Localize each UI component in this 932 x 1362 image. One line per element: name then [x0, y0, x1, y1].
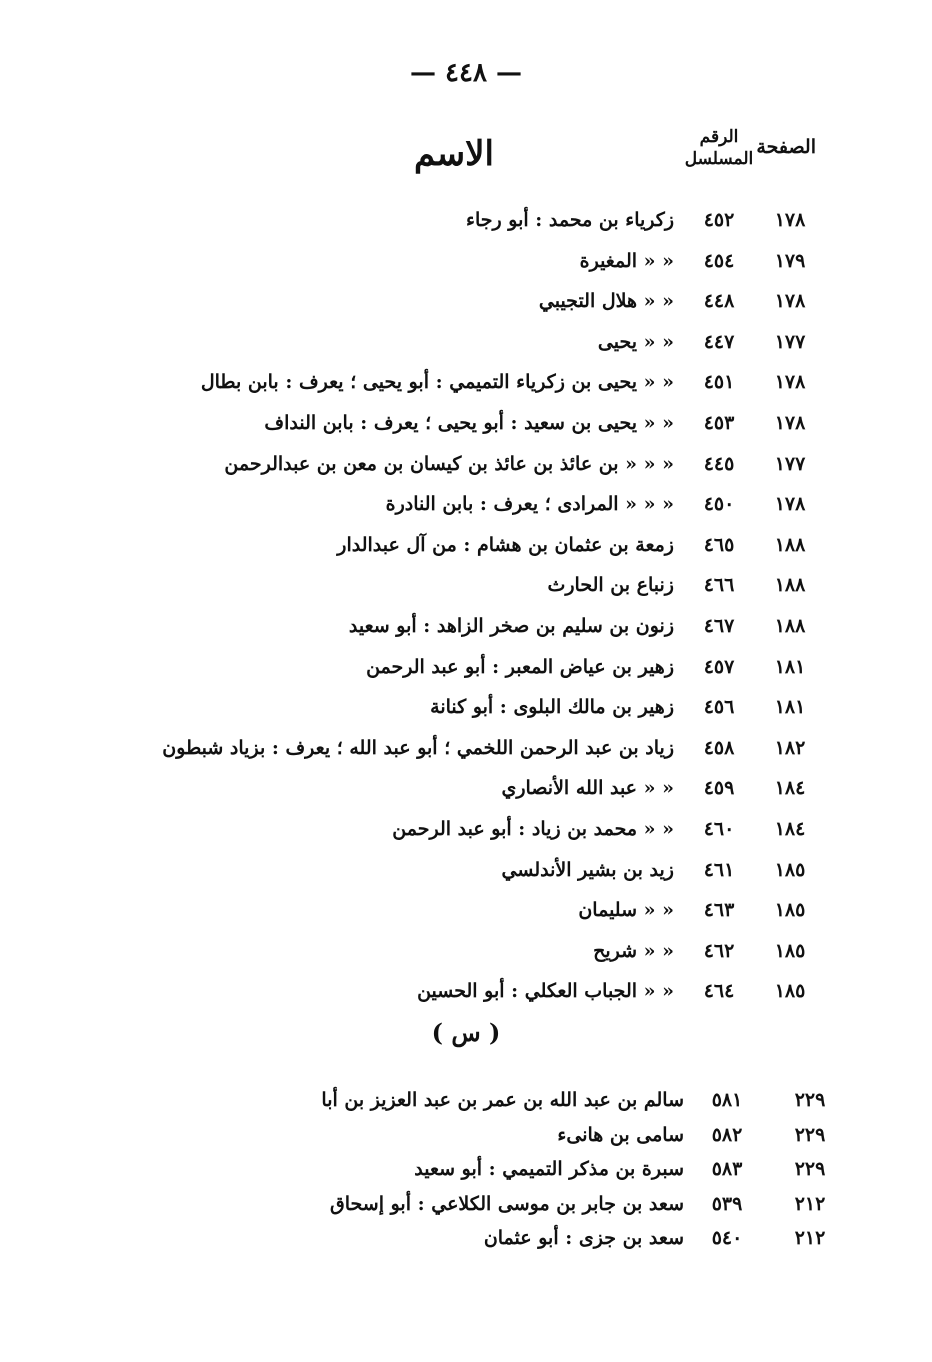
page-cell: ٢٢٩: [794, 1089, 826, 1111]
table-row: [0, 362, 932, 402]
name-cell: « « يحيى بن زكرياء التميمي : أبو يحيى ؛ يعرف : بابن بطال: [200, 371, 674, 394]
serial-cell: ٤٦٠: [703, 818, 735, 840]
page-cell: ١٨٨: [774, 574, 806, 597]
page-cell: ١٨٨: [774, 533, 806, 556]
serial-cell: ٤٥٣: [703, 412, 735, 434]
page-cell: ١٨٢: [774, 736, 806, 759]
table-row: [0, 809, 932, 849]
name-cell: « « « المرادى ؛ يعرف : بابن النادرة: [385, 493, 674, 516]
serial-cell: ٤٦٧: [703, 615, 735, 637]
header-serial-line1: الرقم: [699, 127, 739, 147]
serial-cell: ٥٨٢: [711, 1123, 743, 1146]
section-letter-s: ( س ): [431, 1018, 501, 1047]
name-cell: « « « بن عائذ بن عائذ بن كيسان بن معن بن عبدالرحمن: [224, 452, 674, 475]
serial-cell: ٥٨١: [711, 1089, 743, 1111]
page-cell: ١٧٨: [774, 209, 806, 231]
table-row: [0, 971, 932, 1011]
name-cell: « « يحيى بن سعيد : أبو يحيى ؛ يعرف : بابن النداف: [264, 412, 674, 434]
table-header: [0, 118, 932, 188]
serial-cell: ٤٦٥: [703, 533, 735, 556]
table-row: [0, 931, 932, 971]
name-cell: « « محمد بن زياد : أبو عبد الرحمن: [392, 818, 674, 840]
name-cell: زكرياء بن محمد : أبو رجاء: [466, 209, 674, 231]
name-cell: سامى بن هانىء: [557, 1123, 684, 1146]
serial-cell: ٤٥٧: [703, 655, 735, 678]
serial-cell: ٥٨٣: [711, 1158, 743, 1180]
page-cell: ١٨٤: [774, 777, 806, 800]
serial-cell: ٤٥٤: [703, 249, 735, 272]
name-cell: زمعة بن عثمان بن هشام : من آل عبدالدار: [337, 533, 674, 556]
page-cell: ١٧٧: [774, 330, 806, 353]
serial-cell: ٤٦٤: [703, 980, 735, 1003]
name-cell: « « هلال التجيبي: [538, 290, 674, 313]
page-cell: ١٨٥: [774, 939, 806, 962]
name-cell: زنون بن سليم بن صخر الزاهد : أبو سعيد: [348, 615, 674, 637]
table-row: [0, 565, 932, 605]
table-row: [0, 1218, 932, 1258]
name-cell: سعد بن جزى : أبو عثمان: [483, 1227, 684, 1249]
page-number: — ٤٤٨ —: [409, 58, 523, 88]
name-cell: زيد بن بشير الأندلسي: [501, 858, 674, 881]
serial-cell: ٤٥١: [703, 371, 735, 394]
serial-cell: ٤٥٦: [703, 696, 735, 719]
page-cell: ٢١٢: [794, 1227, 826, 1249]
page-cell: ١٧٩: [774, 249, 806, 272]
serial-cell: ٤٦٢: [703, 939, 735, 962]
name-cell: « « سليمان: [578, 899, 674, 922]
table-row: [0, 403, 932, 443]
table-row: [0, 241, 932, 281]
serial-cell: ٤٤٨: [703, 290, 735, 313]
name-cell: « « المغيرة: [579, 249, 674, 272]
page-cell: ٢٢٩: [794, 1158, 826, 1180]
page-cell: ٢٢٩: [794, 1123, 826, 1146]
serial-cell: ٤٥٢: [703, 209, 735, 231]
serial-cell: ٤٥٨: [703, 736, 735, 759]
serial-cell: ٤٦٣: [703, 899, 735, 922]
page-cell: ١٧٨: [774, 412, 806, 434]
serial-cell: ٤٤٧: [703, 330, 735, 353]
page-cell: ١٨٨: [774, 615, 806, 637]
table-row: [0, 647, 932, 687]
table-row: [0, 850, 932, 890]
name-cell: « « الجباب العكلي : أبو الحسين: [417, 980, 674, 1003]
name-cell: « « عبد الله الأنصاري: [501, 777, 674, 800]
table-row: [0, 768, 932, 808]
serial-cell: ٥٤٠: [711, 1227, 743, 1249]
name-cell: زنباع بن الحارث: [547, 574, 674, 597]
page-cell: ١٧٨: [774, 493, 806, 516]
page-cell: ١٧٧: [774, 452, 806, 475]
serial-cell: ٥٣٩: [711, 1192, 743, 1215]
table-row: [0, 200, 932, 240]
name-cell: زياد بن عبد الرحمن اللخمي ؛ أبو عبد الله ؛ يعرف : بزياد شبطون: [162, 736, 674, 759]
table-row: [0, 444, 932, 484]
header-serial: [684, 126, 754, 170]
header-page: الصفحة: [756, 136, 816, 158]
table-row: [0, 322, 932, 362]
header-serial-line2: المسلسل: [684, 149, 754, 169]
page-cell: ١٧٨: [774, 290, 806, 313]
name-cell: سعد بن جابر بن موسى الكلاعي : أبو إسحاق: [330, 1192, 684, 1215]
page-cell: ٢١٢: [794, 1192, 826, 1215]
name-cell: زهير بن مالك البلوى : أبو كنانة: [430, 696, 674, 719]
name-cell: زهير بن عياض المعبر : أبو عبد الرحمن: [366, 655, 674, 678]
serial-cell: ٤٦٦: [703, 574, 735, 597]
serial-cell: ٤٦١: [703, 858, 735, 881]
table-row: [0, 525, 932, 565]
table-row: [0, 890, 932, 930]
page-cell: ١٨٥: [774, 858, 806, 881]
page-cell: ١٨١: [774, 655, 806, 678]
name-cell: سالم بن عبد الله بن عمر بن عبد العزيز بن أبا: [321, 1089, 684, 1111]
page-cell: ١٨٥: [774, 899, 806, 922]
page-cell: ١٨٤: [774, 818, 806, 840]
serial-cell: ٤٥٠: [703, 493, 735, 516]
table-row: [0, 281, 932, 321]
name-cell: « « يحيى: [597, 330, 674, 353]
table-row: [0, 606, 932, 646]
table-row: [0, 484, 932, 524]
serial-cell: ٤٥٩: [703, 777, 735, 800]
table-row: [0, 728, 932, 768]
serial-cell: ٤٤٥: [703, 452, 735, 475]
page-cell: ١٧٨: [774, 371, 806, 394]
name-cell: « « شريح: [593, 939, 674, 962]
page-cell: ١٨٥: [774, 980, 806, 1003]
name-cell: سبرة بن مذكر التميمي : أبو سعيد: [414, 1158, 684, 1180]
page-cell: ١٨١: [774, 696, 806, 719]
header-name: الاسم: [414, 134, 494, 174]
table-row: [0, 687, 932, 727]
